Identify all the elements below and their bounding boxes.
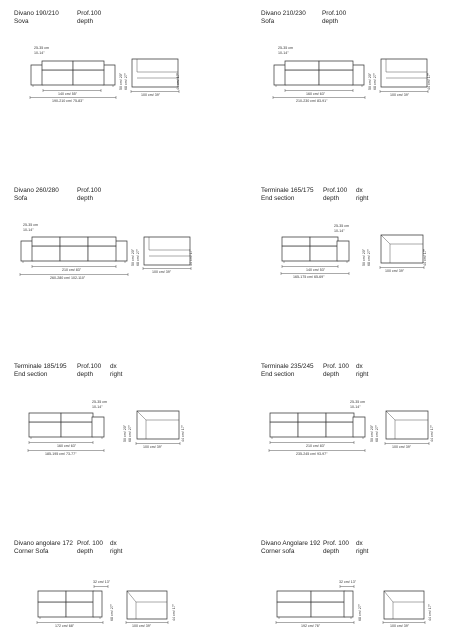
overall-height-label: 68 cm/ 27"	[136, 248, 140, 266]
depth-label: Prof.100	[323, 187, 348, 194]
seat-width-label: 210 cm/ 83"	[306, 444, 326, 448]
side-label: dx	[110, 540, 117, 547]
product-name-en: End section	[14, 371, 48, 378]
product-name: Divano Angolare 192	[261, 540, 321, 547]
depth-label: Prof.100	[322, 10, 347, 17]
depth-label-en: depth	[323, 371, 339, 378]
depth-label: Prof.100	[77, 10, 102, 17]
seat-width-label: 160 cm/ 63"	[306, 92, 326, 96]
armrest-width-inch-label: 10-14"	[350, 405, 361, 409]
sofa-front-elevation	[276, 590, 354, 620]
backrest-height-label: 50 cm/ 20"	[123, 424, 127, 442]
seat-height-label: 44 cm/ 17"	[181, 424, 185, 442]
sofa-side-elevation	[143, 236, 191, 266]
backrest-height-label: 50 cm/ 20"	[119, 72, 123, 90]
armrest-width-label: 25-35 cm	[92, 400, 107, 404]
total-width-label: 235-245 cm/ 93-97"	[296, 452, 328, 456]
armrest-width-label: 25-35 cm	[350, 400, 365, 404]
sofa-side-elevation	[136, 410, 180, 440]
armrest-width-inch-label: 10-14"	[278, 51, 289, 55]
armrest-width-label: 25-35 cm	[278, 46, 293, 50]
sofa-front-elevation	[28, 412, 108, 440]
depth-label-en: depth	[323, 195, 339, 202]
seat-width-label: 210 cm/ 83"	[62, 268, 82, 272]
depth-value-label: 100 cm/ 39"	[132, 624, 152, 628]
depth-value-label: 100 cm/ 39"	[152, 270, 172, 274]
sofa-side-elevation	[131, 58, 179, 88]
depth-value-label: 100 cm/ 39"	[392, 445, 412, 449]
sofa-front-elevation	[30, 60, 116, 88]
side-label: dx	[356, 540, 363, 547]
product-name-en: Sova	[14, 18, 29, 25]
product-name-en: Sofa	[14, 195, 28, 202]
sofa-front-elevation	[20, 236, 128, 264]
total-width-label: 260-280 cm/ 102-110"	[50, 276, 86, 280]
seat-height-label: 44 cm/ 17"	[427, 72, 431, 90]
product-name-en: Corner Sofa	[14, 548, 49, 555]
depth-value-label: 100 cm/ 39"	[385, 269, 405, 273]
sofa-front-elevation	[269, 412, 367, 440]
armrest-width-inch-label: 10-14"	[92, 405, 103, 409]
sofa-side-elevation	[126, 590, 168, 620]
backrest-height-label: 50 cm/ 20"	[362, 248, 366, 266]
total-width-label: 165-175 cm/ 65-69"	[293, 275, 325, 279]
product-name-en: End section	[261, 195, 295, 202]
depth-label-en: depth	[323, 548, 339, 555]
depth-label: Prof. 100	[323, 363, 349, 370]
side-label: dx	[356, 187, 363, 194]
armrest-width-label: 25-35 cm	[34, 46, 49, 50]
seat-height-label: 44 cm/ 17"	[423, 248, 427, 266]
seat-width-label: 160 cm/ 63"	[57, 444, 77, 448]
product-name: Terminale 185/195	[14, 363, 67, 370]
product-name: Divano angolare 172	[14, 540, 73, 547]
depth-value-label: 100 cm/ 39"	[390, 93, 410, 97]
seat-height-label: 44 cm/ 17"	[189, 248, 193, 266]
backrest-height-label: 50 cm/ 20"	[131, 248, 135, 266]
seat-height-label: 44 cm/ 17"	[428, 603, 432, 621]
overall-height-label: 68 cm/ 27"	[373, 72, 377, 90]
sofa-front-elevation	[281, 236, 359, 264]
depth-value-label: 100 cm/ 39"	[143, 445, 163, 449]
side-label-en: right	[356, 548, 369, 555]
product-name-en: End section	[261, 371, 295, 378]
product-name: Terminale 165/175	[261, 187, 314, 194]
total-width-label: 190-210 cm/ 75-83"	[52, 99, 84, 103]
depth-label-en: depth	[322, 18, 338, 25]
armrest-dimension-line	[340, 585, 354, 588]
armrest-dimension-line	[94, 585, 108, 588]
sofa-front-elevation	[273, 60, 365, 88]
total-width-label: 210-230 cm/ 83-91"	[296, 99, 328, 103]
side-label-en: right	[110, 371, 123, 378]
armrest-width-label: 25-35 cm	[23, 223, 38, 227]
sofa-side-elevation	[380, 58, 428, 88]
side-label-en: right	[356, 371, 369, 378]
armrest-width-label: 32 cm/ 13"	[339, 580, 357, 584]
sofa-side-elevation	[385, 410, 429, 440]
seat-height-label: 44 cm/ 17"	[176, 72, 180, 90]
seat-width-label: 140 cm/ 53"	[306, 268, 326, 272]
total-width-label: 185-195 cm/ 73-77"	[45, 452, 77, 456]
depth-label: Prof. 100	[323, 540, 349, 547]
overall-height-label: 68 cm/ 27"	[375, 424, 379, 442]
overall-height-label: 68 cm/ 27"	[110, 603, 114, 621]
depth-label-en: depth	[77, 18, 93, 25]
product-name: Divano 210/230	[261, 10, 306, 17]
product-name: Divano 190/210	[14, 10, 59, 17]
armrest-width-label: 32 cm/ 13"	[93, 580, 111, 584]
sofa-side-elevation	[380, 234, 424, 264]
backrest-height-label: 50 cm/ 20"	[368, 72, 372, 90]
product-name: Terminale 235/245	[261, 363, 314, 370]
sofa-side-elevation	[383, 590, 425, 620]
depth-label: Prof. 100	[77, 540, 103, 547]
product-name-en: Sofa	[261, 18, 275, 25]
overall-height-label: 68 cm/ 27"	[128, 424, 132, 442]
armrest-width-inch-label: 10-14"	[34, 51, 45, 55]
seat-width-label: 172 cm/ 68"	[55, 624, 75, 628]
seat-height-label: 44 cm/ 17"	[430, 424, 434, 442]
overall-height-label: 68 cm/ 27"	[124, 72, 128, 90]
depth-label-en: depth	[77, 371, 93, 378]
side-label: dx	[356, 363, 363, 370]
product-name: Divano 260/280	[14, 187, 59, 194]
depth-label-en: depth	[77, 195, 93, 202]
sofa-front-elevation	[37, 590, 103, 620]
seat-height-label: 44 cm/ 17"	[172, 603, 176, 621]
depth-label: Prof.100	[77, 187, 102, 194]
overall-height-label: 68 cm/ 27"	[367, 248, 371, 266]
depth-value-label: 100 cm/ 39"	[141, 93, 161, 97]
armrest-width-inch-label: 10-14"	[334, 229, 345, 233]
armrest-width-label: 25-35 cm	[334, 224, 349, 228]
seat-width-label: 192 cm/ 76"	[301, 624, 321, 628]
depth-label-en: depth	[77, 548, 93, 555]
side-label-en: right	[110, 548, 123, 555]
backrest-height-label: 50 cm/ 20"	[370, 424, 374, 442]
product-name-en: Corner sofa	[261, 548, 295, 555]
depth-label: Prof.100	[77, 363, 102, 370]
side-label-en: right	[356, 195, 369, 202]
armrest-width-inch-label: 10-14"	[23, 228, 34, 232]
seat-width-label: 140 cm/ 55"	[58, 92, 78, 96]
depth-value-label: 100 cm/ 39"	[390, 624, 410, 628]
side-label: dx	[110, 363, 117, 370]
overall-height-label: 68 cm/ 27"	[358, 603, 362, 621]
